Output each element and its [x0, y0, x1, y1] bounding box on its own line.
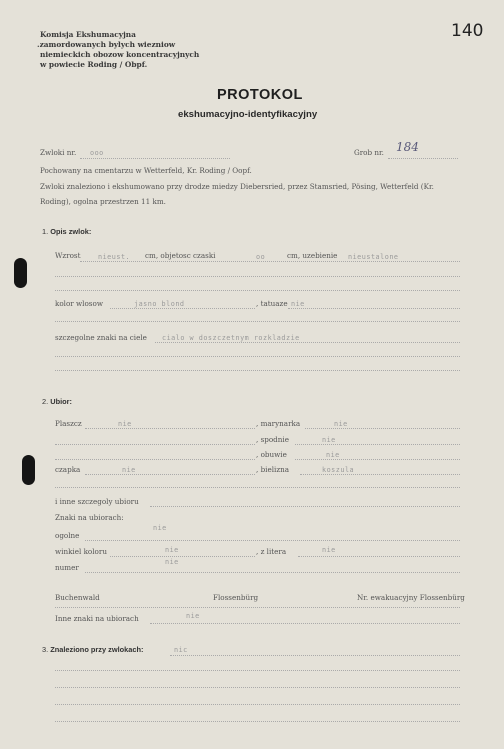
header-line-1: Komisja Ekshumacyjna [40, 30, 136, 39]
plaszcz-value: nie [118, 420, 132, 428]
punch-hole-bottom [22, 455, 35, 485]
znaki-ubiorach-label: Znaki na ubiorach: [55, 513, 124, 522]
section-3-value: nic [174, 646, 188, 654]
zwloki-value: ooo [90, 149, 104, 157]
ogolne-value: nie [153, 524, 167, 532]
wzrost-value: nieust. [98, 253, 131, 261]
tatuaze-label: , tatuaze [256, 299, 288, 308]
section-3-heading: 3. Znaleziono przy zwlokach: [42, 645, 144, 654]
marynarka-value: nie [334, 420, 348, 428]
kolor-value: jasno blond [134, 300, 185, 308]
znaki-ciele-label: szczegolne znaki na ciele [55, 333, 147, 342]
ewak-label: Nr. ewakuacyjny Flossenbürg [357, 593, 465, 602]
punch-hole-top [14, 258, 27, 288]
grob-label: Grob nr. [354, 148, 384, 157]
header-line-2: .zamordowanych bylych wiezniow [37, 40, 176, 49]
uzebienie-label: cm, uzebienie [287, 251, 338, 260]
bielizna-value: koszula [322, 466, 355, 474]
ogolne-label: ogolne [55, 531, 80, 540]
spodnie-value: nie [322, 436, 336, 444]
inne-znaki-value: nie [186, 612, 200, 620]
znaleziono-text-2: Roding), ogolna przestrzen 11 km. [40, 197, 166, 206]
obuwie-label: , obuwie [256, 450, 287, 459]
numer-value: nie [165, 558, 179, 566]
page-number: 140 [451, 21, 484, 41]
czaska-label: cm, objetosc czaski [145, 251, 216, 260]
czaska-value: oo [256, 253, 266, 261]
znaleziono-text-1: Zwloki znaleziono i ekshumowano przy drodze miedzy Diebersried, przez Stamsried, Pösing, Wetterfeld (Kr. [40, 182, 434, 191]
kolor-label: kolor wlosow [55, 299, 103, 308]
czapka-label: czapka [55, 465, 81, 474]
znaki-ciele-value: cialo w doszczetnym rozkladzie [162, 334, 300, 342]
uzebienie-value: nieustalone [348, 253, 399, 261]
czapka-value: nie [122, 466, 136, 474]
numer-label: numer [55, 563, 79, 572]
section-2-heading: 2. Ubior: [42, 397, 72, 406]
document-title: PROTOKOL [217, 87, 303, 103]
header-line-4: w powiecie Roding / Obpf. [40, 60, 148, 69]
header-line-3: niemieckich obozow koncentracyjnych [40, 50, 200, 59]
winkiel-label: winkiel koloru [55, 547, 107, 556]
litera-value: nie [322, 546, 336, 554]
marynarka-label: , marynarka [256, 419, 301, 428]
section-1-heading: 1. Opis zwlok: [42, 227, 92, 236]
winkiel-value: nie [165, 546, 179, 554]
plaszcz-label: Plaszcz [55, 419, 82, 428]
flossenburg-label: Flossenbürg [213, 593, 259, 602]
inne-znaki-label: Inne znaki na ubiorach [55, 614, 139, 623]
inne-szczegoly-label: i inne szczegoly ubioru [55, 497, 139, 506]
tatuaze-value: nie [291, 300, 305, 308]
obuwie-value: nie [326, 451, 340, 459]
wzrost-label: Wzrost [55, 251, 81, 260]
litera-label: , z litera [256, 547, 287, 556]
buchenwald-label: Buchenwald [55, 593, 100, 602]
zwloki-label: Zwloki nr. [40, 148, 77, 157]
document-subtitle: ekshumacyjno-identyfikacyjny [178, 109, 318, 120]
bielizna-label: , bielizna [256, 465, 290, 474]
spodnie-label: , spodnie [256, 435, 289, 444]
grob-value: 184 [396, 140, 419, 154]
pochowany-text: Pochowany na cmentarzu w Wetterfeld, Kr. Roding / Oopf. [40, 166, 252, 175]
